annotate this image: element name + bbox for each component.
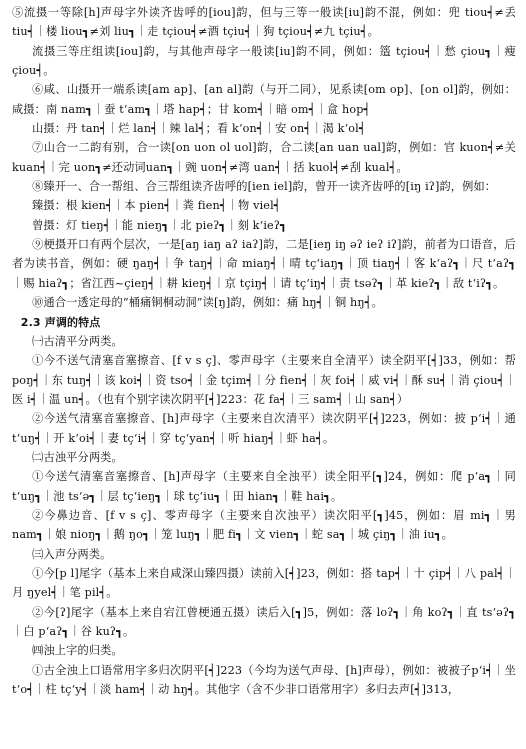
paragraph: ㈣浊上字的归类。 (32, 644, 123, 658)
paragraph: ①古全浊上口语常用字多归次阴平[┥]223（今均为送气声母、[h]声母），例如：被被子p‘i┥｜坐 t‘o┥｜柱 tç‘y┥｜淡 ham┥｜动 hŋ┥。其他字（含不少非口语常用字）多归去声[┥]313， (12, 663, 516, 697)
paragraph: ⑨梗摄开口有两个层次，一是[aŋ iaŋ aʔ iaʔ]韵，二是[ieŋ iŋ əʔ ieʔ iʔ]韵，前者为口语音，后者为读书音，例如：硬 ŋaŋ┥｜争 taŋ┥｜命 miaŋ┥｜晴 tç‘iaŋ┓｜顶 tiaŋ┥｜客 k‘aʔ┓｜尺 t‘aʔ┓｜赐 hiaʔ┓；省江西~çieŋ┥｜耕 kieŋ┥｜京 tçiŋ┥｜请 tç‘iŋ┥｜责 tsəʔ┓｜革 kieʔ┓｜敌 t‘iʔ┓。 (12, 238, 516, 290)
paragraph: ②今[ʔ]尾字（基本上来自宕江曾梗通五摄）读后入[┓]5，例如：落 loʔ┓｜角 koʔ┓｜直 ts‘əʔ┓｜白 p‘aʔ┓｜谷 kuʔ┓。 (12, 605, 516, 638)
paragraph: ①今[p l]尾字（基本上来自咸深山臻四摄）读前入[┥]23，例如：搭 tap┥｜十 çip┥｜八 pal┥｜月 ŋyel┥｜笔 pil┥。 (12, 566, 516, 600)
paragraph: ⑧臻开一、合一帮组、合三帮组读齐齿呼的[ien iel]韵，曾开一读齐齿呼的[iŋ iʔ]韵，例如： (32, 180, 497, 194)
paragraph: ②今鼻边音、[f v s ç]、零声母字（主要来自次浊平）读次阳平[┓]45，例如：眉 mi┓｜男 nam┓｜娘 nioŋ┓｜鹅 ŋo┓｜笼 luŋ┓｜肥 fi┓｜文 vien┓｜蛇 sa┓｜城 çiŋ┓｜油 iu┓。 (12, 508, 516, 542)
paragraph: 臻摄：根 kien┥｜本 pien┥｜粪 fien┥｜物 viel┥ (32, 199, 281, 213)
paragraph: 流摄三等庄组读[iou]韵，与其他声母字一般读[iu]韵不同，例如：簉 tçiou┥｜愁 çiou┓｜瘦 çiou┥。 (12, 44, 516, 78)
paragraph: ⑤流摄一等除[h]声母字外读齐齿呼的[iou]韵，但与三等一般读[iu]韵不混，例如：兜 tiou┥≠丢 tiu┥｜楼 liou┓≠刘 liu┓｜走 tçiou┥≠酒 tçiu┥｜狗 tçiou┥≠九 tçiu┥。 (12, 6, 516, 39)
paragraph: ㈢入声分两类。 (32, 547, 112, 561)
paragraph: ⑥咸、山摄开一端系读[am ap]、[an al]韵（与开二同），见系读[om op]、[on ol]韵，例如：咸摄：南 nam┓｜蚕 t‘am┓｜塔 hap┥；甘 kom┥｜暗 om┥｜盒 hop┥ (12, 83, 516, 116)
paragraph: ②今送气清塞音塞擦音、[h]声母字（主要来自次清平）读次阴平[┥]223，例如：披 p‘i┥｜通 t‘uŋ┥｜开 k‘oi┥｜妻 tç‘i┥｜穿 tç‘yan┥｜听 hiaŋ┥｜虾 ha┥。 (12, 412, 516, 445)
paragraph: 山摄：丹 tan┥｜烂 lan┥｜辣 lal┥；看 k‘on┥｜安 on┥｜渴 k‘ol┥ (32, 122, 366, 136)
paragraph: ⑩通合一透定母的“桶痛铜桐动洞”读[ŋ]韵，例如：痛 hŋ┥｜铜 hŋ┥。 (32, 296, 383, 310)
paragraph: ①今送气清塞音塞擦音、[h]声母字（主要来自全浊平）读全阳平[┓]24，例如：爬 p‘a┓｜同 t‘uŋ┓｜池 ts‘ə┓｜层 tç‘ieŋ┓｜球 tç‘iu┓｜田 hian┓｜鞋 hai┓。 (12, 470, 516, 503)
paragraph: ⑦山合一二韵有别，合一读[on uon ol uol]韵，合二读[an uan ual]韵，例如：官 kuon┥≠关 kuan┥｜完 uon┓≠还动词uan┓｜豌 uon┥≠湾 uan┥｜括 kuol┥≠刮 kual┥。 (12, 141, 516, 174)
section-heading: 2.3 声调的特点 (20, 315, 101, 329)
paragraph: ①今不送气清塞音塞擦音、[f v s ç]、零声母字（主要来自全清平）读全阴平[┥]33，例如：帮 poŋ┥｜东 tuŋ┥｜该 koi┥｜资 tso┥｜金 tçim┥｜分 fien┥｜灰 foi┥｜威 vi┥｜酥 su┥｜消 çiou┥｜医 i┥｜温 un┥。（也有个别字读次阴平[┥]223：花 fa┥｜三 sam┥｜山 san┥） (12, 354, 516, 406)
paragraph: ㈡古浊平分两类。 (32, 450, 123, 464)
paragraph: 曾摄：灯 tieŋ┥｜能 nieŋ┓｜北 pieʔ┓｜刻 k‘ieʔ┓ (32, 218, 287, 232)
paragraph: ㈠古清平分两类。 (32, 334, 123, 348)
